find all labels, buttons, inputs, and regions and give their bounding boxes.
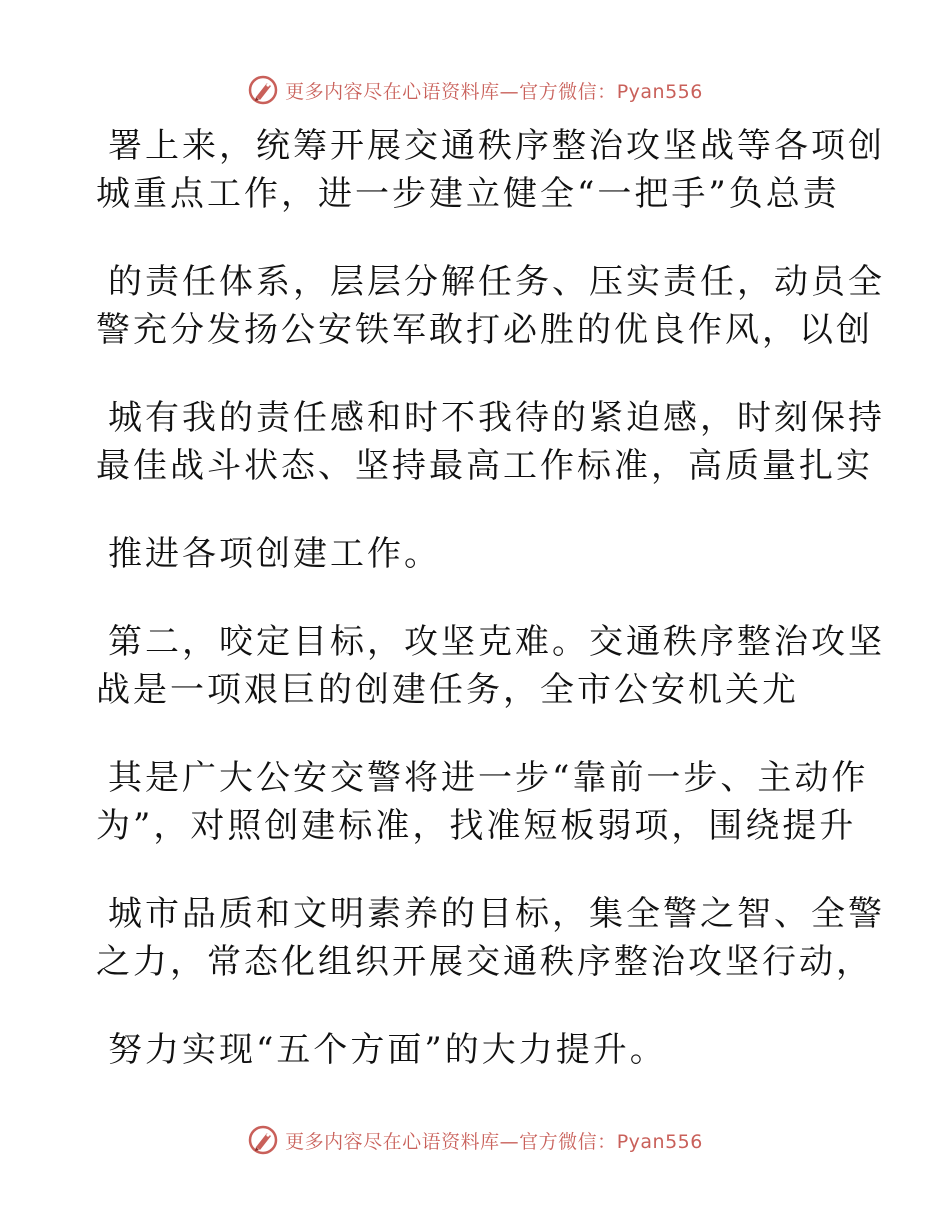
watermark-wechat-label: 官方微信： (519, 80, 617, 103)
body-line: 警充分发扬公安铁军敢打必胜的优良作风，以创 (96, 310, 873, 350)
body-line: 其是广大公安交警将进一步“靠前一步、主动作 (108, 758, 869, 798)
body-line: 之力，常态化组织开展交通秩序整治攻坚行动， (96, 942, 873, 982)
watermark-separator: — (499, 1130, 520, 1153)
header-watermark (0, 70, 950, 110)
body-line: 战是一项艰巨的创建任务，全市公安机关尤 (96, 670, 799, 710)
body-line: 城有我的责任感和时不我待的紧迫感，时刻保持 (108, 398, 885, 438)
pen-logo-icon (247, 1124, 279, 1156)
pen-logo-icon (247, 74, 279, 106)
body-line: 署上来，统筹开展交通秩序整治攻坚战等各项创 (108, 126, 885, 166)
watermark-text (285, 1127, 703, 1154)
body-line: 城重点工作，进一步建立健全“一把手”负总责 (96, 174, 840, 214)
watermark-wechat-label: 官方微信： (519, 1130, 617, 1153)
body-line: 的责任体系，层层分解任务、压实责任，动员全 (108, 262, 885, 302)
watermark-main: 更多内容尽在心语资料库 (285, 1130, 500, 1153)
document-body (96, 122, 885, 1074)
footer-watermark (0, 1120, 950, 1160)
watermark-separator: — (499, 80, 520, 103)
watermark-account: Pyan556 (616, 1130, 703, 1153)
body-line: 努力实现“五个方面”的大力提升。 (108, 1030, 667, 1070)
body-line: 最佳战斗状态、坚持最高工作标准，高质量扎实 (96, 446, 873, 486)
watermark-text (285, 77, 703, 104)
body-line: 为”，对照创建标准，找准短板弱项，围绕提升 (96, 806, 857, 846)
body-line: 第二，咬定目标，攻坚克难。交通秩序整治攻坚 (108, 622, 885, 662)
body-line: 推进各项创建工作。 (108, 534, 441, 574)
body-line: 城市品质和文明素养的目标，集全警之智、全警 (108, 894, 885, 934)
watermark-main: 更多内容尽在心语资料库 (285, 80, 500, 103)
watermark-account: Pyan556 (616, 80, 703, 103)
